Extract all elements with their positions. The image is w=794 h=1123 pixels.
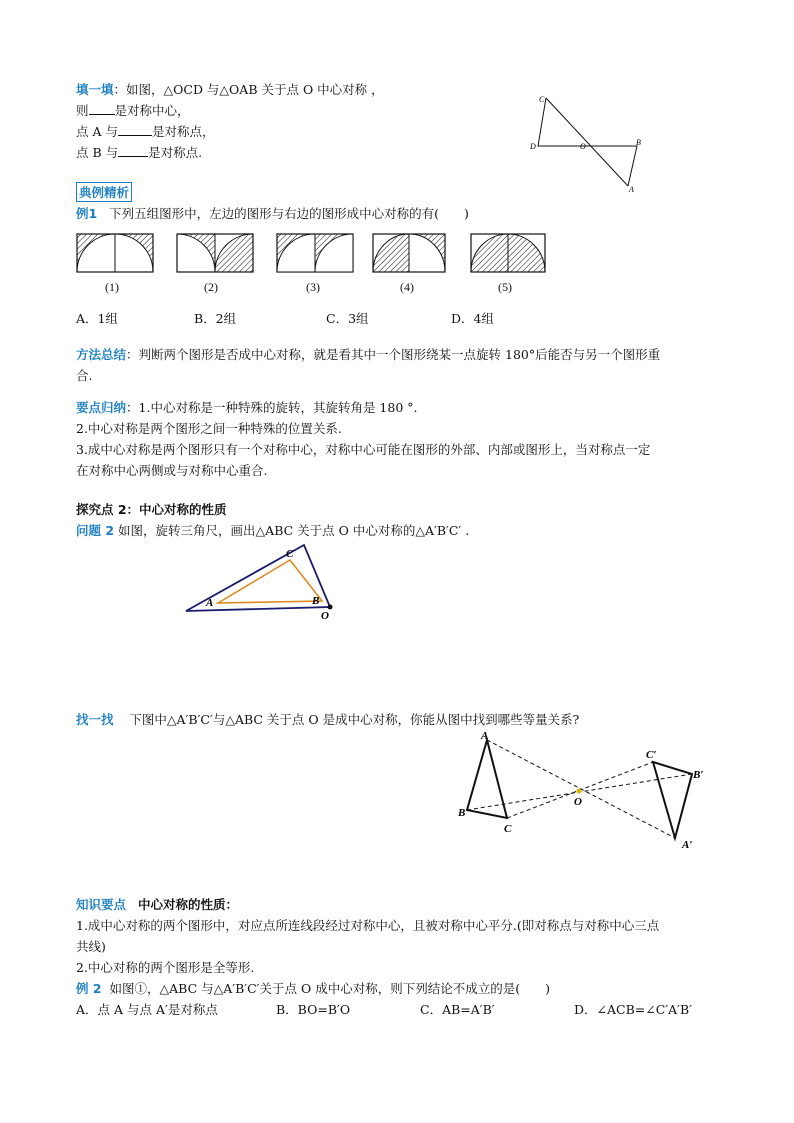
label-O: O — [580, 142, 586, 151]
knowledge-label: 知识要点 — [76, 897, 127, 912]
fill-line-1-suffix: 是对称中心， — [114, 103, 190, 118]
fill-question — [76, 80, 384, 98]
label-B-prime: B′ — [693, 769, 704, 781]
caption-3: (3) — [306, 280, 320, 294]
find-label: 找一找 — [76, 712, 114, 727]
method-summary — [76, 345, 660, 363]
point-o — [328, 605, 333, 610]
problem-2 — [76, 521, 469, 539]
keypoints-2: 2.中心对称是两个图形之间一种特殊的位置关系. — [76, 421, 342, 436]
label-A: A — [481, 730, 489, 742]
triangle-a2b2c2 — [653, 762, 692, 838]
caption-1: (1) — [105, 280, 119, 294]
method-label: 方法总结 — [76, 347, 127, 362]
label-D: D — [530, 142, 536, 151]
label-B: B — [312, 595, 320, 607]
example-2-label: 例 2 — [76, 981, 102, 996]
example-1-question — [76, 204, 469, 222]
label-C: C — [504, 823, 512, 835]
fill-figure — [530, 92, 650, 192]
fill-line-2 — [76, 122, 215, 140]
label-B: B — [458, 807, 466, 819]
example-2-option-d[interactable]: D．∠ACB=∠C′A′B′ — [574, 1002, 693, 1017]
figure-1 — [77, 234, 153, 272]
knowledge-heading — [76, 895, 238, 913]
keypoints-1 — [76, 398, 417, 416]
explore-title: 探究点 2：中心对称的性质 — [76, 502, 227, 517]
example-1-option-a[interactable]: A．1组 — [76, 311, 118, 326]
blank-3[interactable] — [118, 145, 148, 157]
triangle-abc — [467, 740, 507, 818]
keypoints-text-1: ：1.中心对称是一种特殊的旋转，其旋转角是 180 °. — [126, 400, 418, 415]
example-1-text: 下列五组图形中，左边的图形与右边的图形成中心对称的有( ) — [109, 206, 469, 221]
label-O: O — [574, 796, 582, 808]
label-C: C — [286, 548, 294, 560]
knowledge-1b: 共线) — [76, 939, 106, 954]
label-A-prime: A′ — [682, 839, 693, 851]
example-2-option-a[interactable]: A．点 A 与点 A′是对称点 — [76, 1002, 218, 1017]
label-C-prime: C′ — [646, 749, 657, 761]
example-1-option-b[interactable]: B．2组 — [194, 311, 237, 326]
label-A: A — [629, 185, 634, 194]
problem-2-label: 问题 2 — [76, 523, 115, 538]
fill-figure-diagonal — [546, 98, 628, 186]
triangle-abc — [218, 560, 322, 603]
blank-2[interactable] — [118, 124, 152, 136]
find-question — [76, 710, 579, 728]
figure-2 — [177, 234, 253, 272]
example-1-option-d[interactable]: D．4组 — [451, 311, 494, 326]
label-B: B — [636, 138, 641, 147]
fill-line-1-prefix: 则 — [76, 103, 89, 118]
label-C: C — [539, 95, 545, 104]
fill-line-2-suffix: 是对称点， — [151, 124, 215, 139]
fill-line-3-prefix: 点 B 与 — [76, 145, 119, 160]
fill-question-text: ：如图，△OCD 与△OAB 关于点 O 中心对称 ， — [113, 82, 384, 97]
method-text-1: ：判断两个图形是否成中心对称，就是看其中一个图形绕某一点旋转 180°后能否与另一个图形重 — [126, 347, 661, 362]
method-text-2: 合. — [76, 368, 93, 383]
example-2-text: 如图①，△ABC 与△A′B′C′关于点 O 成中心对称，则下列结论不成立的是( ) — [109, 981, 550, 996]
figure-5 — [471, 234, 545, 272]
example-2-option-c[interactable]: C．AB=A′B′ — [420, 1002, 495, 1017]
example-1-label: 例1 — [76, 206, 98, 221]
center-o — [577, 789, 582, 794]
triangle-ruler-figure — [180, 543, 340, 623]
section-title: 典例精析 — [76, 182, 132, 202]
fill-line-1 — [76, 101, 190, 119]
keypoints-3a: 3.成中心对称是两个图形只有一个对称中心，对称中心可能在图形的外部、内部或图形上，当对称点一定 — [76, 442, 651, 457]
blank-1[interactable] — [89, 103, 115, 115]
keypoints-label: 要点归纳 — [76, 400, 127, 415]
example-1-option-c[interactable]: C．3组 — [326, 311, 369, 326]
caption-2: (2) — [204, 280, 218, 294]
symmetry-figure — [450, 728, 720, 854]
caption-5: (5) — [498, 280, 512, 294]
problem-2-text: 如图，旋转三角尺，画出△ABC 关于点 O 中心对称的△A′B′C′ . — [118, 523, 470, 538]
keypoints-3b: 在对称中心两侧或与对称中心重合. — [76, 463, 268, 478]
example-2-option-b[interactable]: B．BO=B′O — [276, 1002, 351, 1017]
example-1-figures — [76, 233, 556, 273]
knowledge-1a: 1.成中心对称的两个图形中，对应点所连线段经过对称中心，且被对称中心平分.(即对称点与对称中心三点 — [76, 918, 660, 933]
label-A: A — [206, 597, 214, 609]
fill-line-2-prefix: 点 A 与 — [76, 124, 118, 139]
example-2-question — [76, 979, 550, 997]
knowledge-2: 2.中心对称的两个图形是全等形. — [76, 960, 255, 975]
figure-4 — [373, 234, 445, 272]
figure-3 — [277, 234, 353, 272]
find-text: 下图中△A′B′C′与△ABC 关于点 O 是成中心对称，你能从图中找到哪些等量关系? — [129, 712, 580, 727]
caption-4: (4) — [400, 280, 414, 294]
knowledge-title: 中心对称的性质： — [137, 897, 238, 912]
fill-label: 填一填 — [76, 82, 114, 97]
label-O: O — [321, 610, 329, 622]
fill-line-3 — [76, 143, 202, 161]
fill-line-3-suffix: 是对称点. — [148, 145, 203, 160]
